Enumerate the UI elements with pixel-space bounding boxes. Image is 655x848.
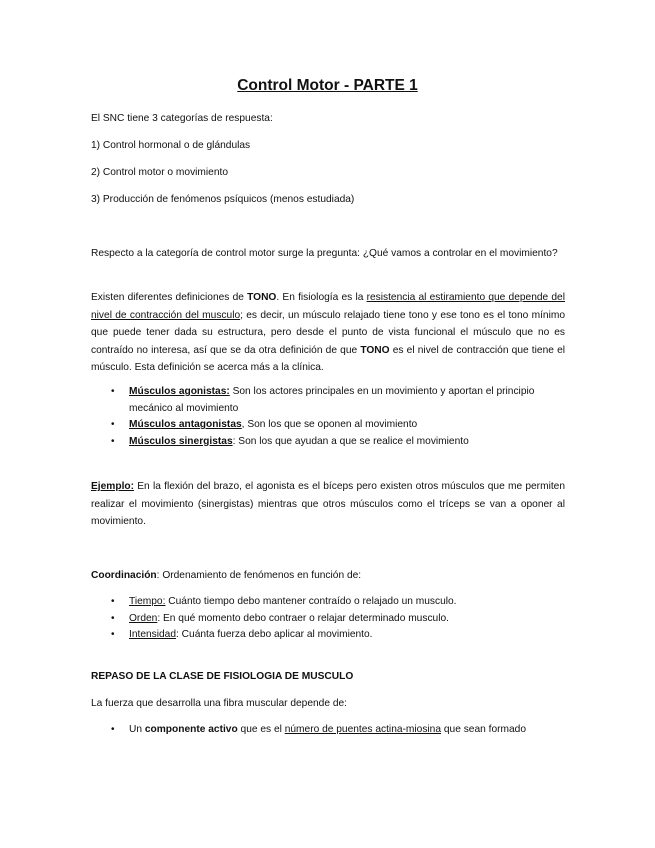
list-item: • Músculos agonistas: Son los actores principales en un movimiento y aportan el principio mecánico al movimiento: [111, 386, 535, 414]
bullet-icon: •: [111, 435, 115, 447]
coordination-list: [91, 594, 565, 644]
page-title: Control Motor - PARTE 1: [237, 77, 418, 94]
coord-term: Tiempo:: [129, 596, 166, 607]
force-intro: La fuerza que desarrolla una fibra muscular depende de:: [91, 698, 347, 709]
coordination-label: Coordinación: [91, 570, 157, 581]
force-list: [91, 722, 565, 739]
active-component-term: componente activo: [144, 724, 238, 735]
bullet-icon: •: [111, 419, 115, 430]
list-item: • Intensidad: Cuánta fuerza debo aplicar al movimiento.: [91, 627, 565, 644]
muscle-term: Músculos antagonistas: [129, 419, 242, 430]
list-item: • Orden: En qué momento debo contraer o relajar determinado musculo.: [91, 611, 565, 628]
bridges-term: número de puentes actina-miosina: [284, 724, 442, 735]
tono-term-2: TONO: [360, 344, 390, 356]
category-3: 3) Producción de fenómenos psíquicos (menos estudiada): [91, 194, 355, 205]
coordination-paragraph: Coordinación: Ordenamiento de fenómenos en función de:: [91, 570, 362, 581]
bullet-icon: •: [111, 612, 115, 624]
bullet-icon: •: [111, 724, 115, 735]
bullet-icon: •: [111, 629, 115, 640]
intro-text: El SNC tiene 3 categorías de respuesta:: [91, 113, 273, 124]
list-item: • Músculos antagonistas, Son los que se oponen al movimiento: [91, 417, 565, 434]
list-item: • Tiempo: Cuánto tiempo debo mantener contraído o relajado un musculo.: [91, 594, 565, 611]
question-paragraph: Respecto a la categoría de control motor surge la pregunta: ¿Qué vamos a controlar en el movimiento?: [91, 248, 558, 259]
tono-definition: resistencia al estiramiento que depende del nivel de contracción del musculo: [91, 292, 565, 321]
list-item: • Un componente activo que es el número de puentes actina-miosina que sean formado: [91, 722, 565, 739]
coord-term: Orden: [129, 612, 158, 624]
coord-term: Intensidad: [129, 629, 177, 640]
example-label: Ejemplo:: [91, 481, 135, 492]
muscle-term: Músculos sinergistas: [129, 435, 233, 447]
section-heading: REPASO DE LA CLASE DE FISIOLOGIA DE MUSCULO: [91, 671, 354, 682]
bullet-icon: •: [111, 596, 115, 607]
category-1: 1) Control hormonal o de glándulas: [91, 140, 251, 151]
tono-paragraph: Existen diferentes definiciones de TONO. En fisiología es la resistencia al estiramiento que depende del nivel de contracción del musculo; es decir, un músculo relajado tiene tono y ese tono es el tono mínimo que puede tener dada su estructura, pero desde el punto de vista funcional el músculo que no es contraído no interesa, así que se da otra definición de que TONO es el nivel de contracción que tiene el músculo. Esta definición se acerca más a la clínica.: [91, 292, 565, 373]
list-item: • Músculos sinergistas: Son los que ayudan a que se realice el movimiento: [91, 434, 565, 451]
example-paragraph: Ejemplo: En la flexión del brazo, el agonista es el bíceps pero existen otros músculos que me permiten realizar el movimiento (sinergistas) mientras que otros músculos como el tríceps se van a oponer al movimiento.: [91, 481, 565, 527]
category-2: 2) Control motor o movimiento: [91, 167, 229, 178]
bullet-icon: •: [111, 386, 115, 397]
tono-term: TONO: [247, 292, 277, 303]
muscle-term: Músculos agonistas:: [129, 386, 230, 397]
muscle-types-list: [91, 384, 565, 450]
